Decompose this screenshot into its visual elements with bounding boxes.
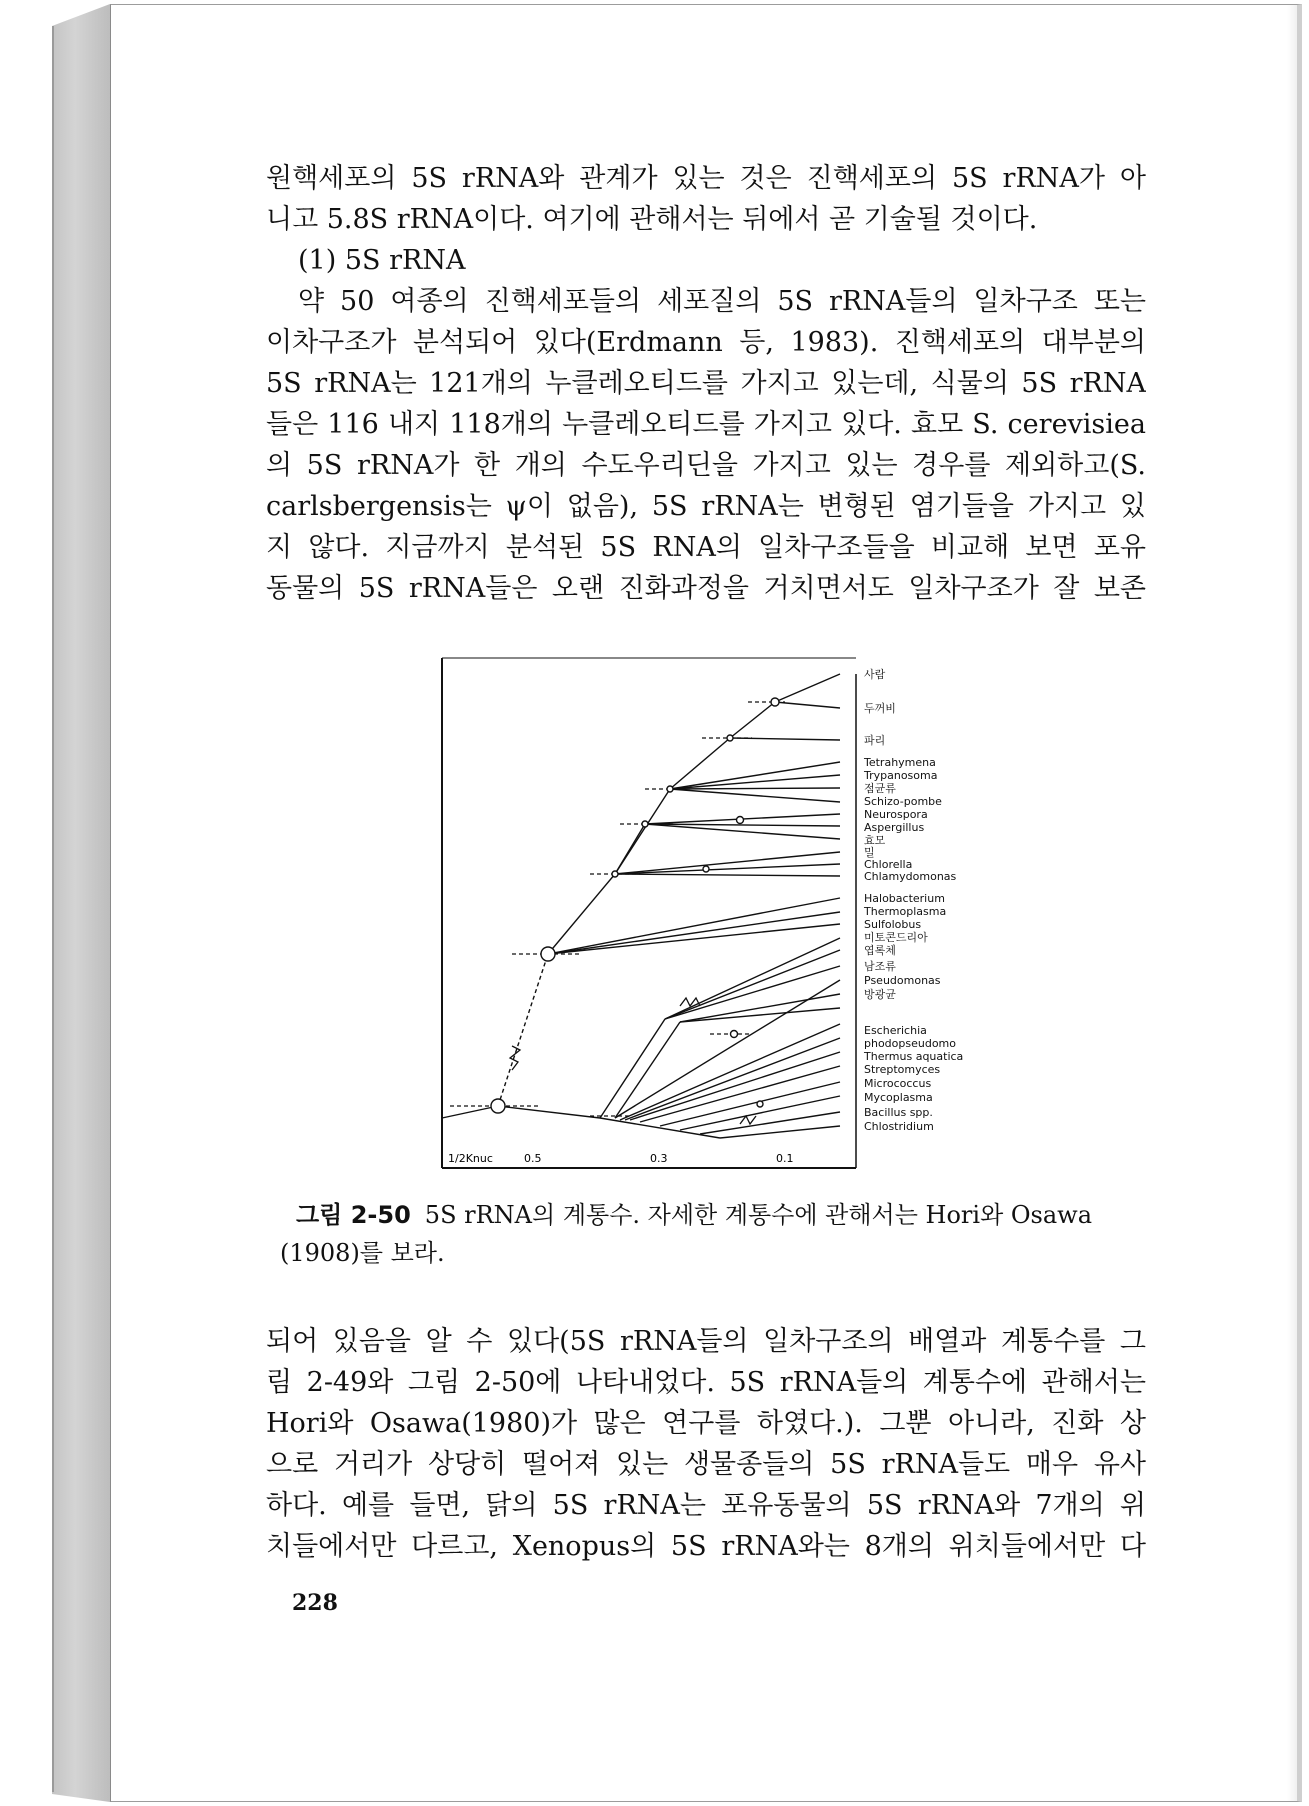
text-line: 지 않다. 지금까지 분석된 5S RNA의 일차구조들을 비교해 보면 포유 xyxy=(266,532,1146,563)
taxon-label: Chlamydomonas xyxy=(864,870,957,883)
taxon-label: 파리 xyxy=(864,734,886,747)
taxon-label: Halobacterium xyxy=(864,892,945,905)
taxon-label: Sulfolobus xyxy=(864,918,922,931)
zigzag-marks xyxy=(510,998,756,1124)
section-heading: (1) 5S rRNA xyxy=(298,245,466,276)
taxon-label: 두꺼비 xyxy=(864,702,896,715)
branch-root xyxy=(442,1106,498,1118)
taxon-label: phodopseudomo xyxy=(864,1037,957,1050)
taxon-label: Aspergillus xyxy=(864,821,925,834)
book-spine-edge xyxy=(52,26,54,1792)
branch-euk-upper xyxy=(548,874,615,954)
leaf-toad xyxy=(775,702,840,708)
taxon-label: Tetrahymena xyxy=(864,756,936,769)
text-line: 니고 5.8S rRNA이다. 여기에 관해서는 뒤에서 곧 기술될 것이다. xyxy=(266,204,1038,235)
taxon-label: Streptomyces xyxy=(864,1063,941,1076)
taxon-label: Schizo-pombe xyxy=(864,795,942,808)
taxon-label: 남조류 xyxy=(864,960,896,973)
text-line: 원핵세포의 5S rRNA와 관계가 있는 것은 진핵세포의 5S rRNA가 아 xyxy=(266,163,1146,194)
figure-number: 그림 2-50 xyxy=(296,1201,411,1229)
phylogenetic-tree xyxy=(440,654,980,1174)
taxon-label: 효모 xyxy=(864,834,886,847)
leaf-human xyxy=(775,674,840,702)
phylogenetic-tree-figure xyxy=(440,654,980,1174)
branch-vertebrate xyxy=(730,702,775,738)
taxon-label: Chlorella xyxy=(864,858,913,871)
text-line: 으로 거리가 상당히 떨어져 있는 생물종들의 5S rRNA들도 매우 유사 xyxy=(266,1449,1146,1480)
taxon-label: Thermus aquatica xyxy=(864,1050,964,1063)
axis-label-0-1: 0.1 xyxy=(776,1152,794,1165)
text-line: 이차구조가 분석되어 있다(Erdmann 등, 1983). 진핵세포의 대부분의 xyxy=(266,327,1146,358)
taxon-label: 점균류 xyxy=(864,782,896,795)
axis-label-0-5: 0.5 xyxy=(524,1152,542,1165)
page-edge-shade xyxy=(1287,5,1297,1801)
text-line: 5S rRNA는 121개의 누클레오티드를 가지고 있는데, 식물의 5S rRNA xyxy=(266,368,1146,399)
taxon-label: Mycoplasma xyxy=(864,1091,933,1104)
axis-label-0-3: 0.3 xyxy=(650,1152,668,1165)
book-spine xyxy=(52,4,110,1802)
taxon-label: 엽록체 xyxy=(864,944,896,957)
taxon-label: Escherichia xyxy=(864,1024,927,1037)
paragraph-top xyxy=(266,158,1146,609)
error-bars xyxy=(450,702,785,1116)
taxon-label: 미토콘드리아 xyxy=(864,931,928,944)
taxon-label: Bacillus spp. xyxy=(864,1106,933,1119)
branch-prokaryote-trunk xyxy=(498,1106,600,1118)
taxon-label: 사람 xyxy=(864,668,886,681)
text-line: 치들에서만 다르고, Xenopus의 5S rRNA와는 8개의 위치들에서만 다 xyxy=(266,1531,1146,1562)
taxon-label: Micrococcus xyxy=(864,1077,932,1090)
taxon-label: 방광균 xyxy=(864,988,896,1001)
tree-nodes xyxy=(491,698,779,1113)
taxon-label: 밀 xyxy=(864,846,875,859)
taxon-label: Thermoplasma xyxy=(864,905,947,918)
figure-caption xyxy=(280,1196,1126,1272)
text-line: 동물의 5S rRNA들은 오랜 진화과정을 거치면서도 일차구조가 잘 보존 xyxy=(266,573,1146,604)
paragraph-bottom xyxy=(266,1321,1146,1567)
page-number: 228 xyxy=(292,1590,338,1616)
taxa-labels xyxy=(863,667,963,1133)
branch-eukaryote-trunk xyxy=(498,954,548,1106)
text-line: 의 5S rRNA가 한 개의 수도우리딘을 가지고 있는 경우를 제외하고(S. xyxy=(266,450,1146,481)
taxon-label: Trypanosoma xyxy=(864,769,938,782)
axis-label-knuc: 1/2Knuc xyxy=(448,1152,493,1165)
text-line: Hori와 Osawa(1980)가 많은 연구를 하였다.). 그뿐 아니라, 진화 상 xyxy=(266,1408,1146,1439)
text-line: 하다. 예를 들면, 닭의 5S rRNA는 포유동물의 5S rRNA와 7개의 위 xyxy=(266,1490,1146,1521)
text-line: 약 50 여종의 진핵세포들의 세포질의 5S rRNA들의 일차구조 또는 xyxy=(298,286,1146,317)
caption-text: 5S rRNA의 계통수. 자세한 계통수에 관해서는 Hori와 Osawa xyxy=(424,1201,1093,1229)
tree-branches xyxy=(442,674,840,1138)
leaf-tetrahymena xyxy=(670,762,840,789)
text-line: 되어 있음을 알 수 있다(5S rRNA들의 일차구조의 배열과 계통수를 그 xyxy=(266,1326,1146,1357)
text-line: carlsbergensis는 ψ이 없음), 5S rRNA는 변형된 염기들을 가지고 있 xyxy=(266,491,1146,522)
taxon-label: Chlostridium xyxy=(864,1120,934,1133)
taxon-label: Neurospora xyxy=(864,808,928,821)
taxon-label: Pseudomonas xyxy=(864,974,941,987)
caption-text-line2: (1908)를 보라. xyxy=(280,1239,445,1267)
text-line: 들은 116 내지 118개의 누클레오티드를 가지고 있다. 효모 S. cerevisiea xyxy=(266,409,1146,440)
text-line: 림 2-49와 그림 2-50에 나타내었다. 5S rRNA들의 계통수에 관해서는 xyxy=(266,1367,1146,1398)
